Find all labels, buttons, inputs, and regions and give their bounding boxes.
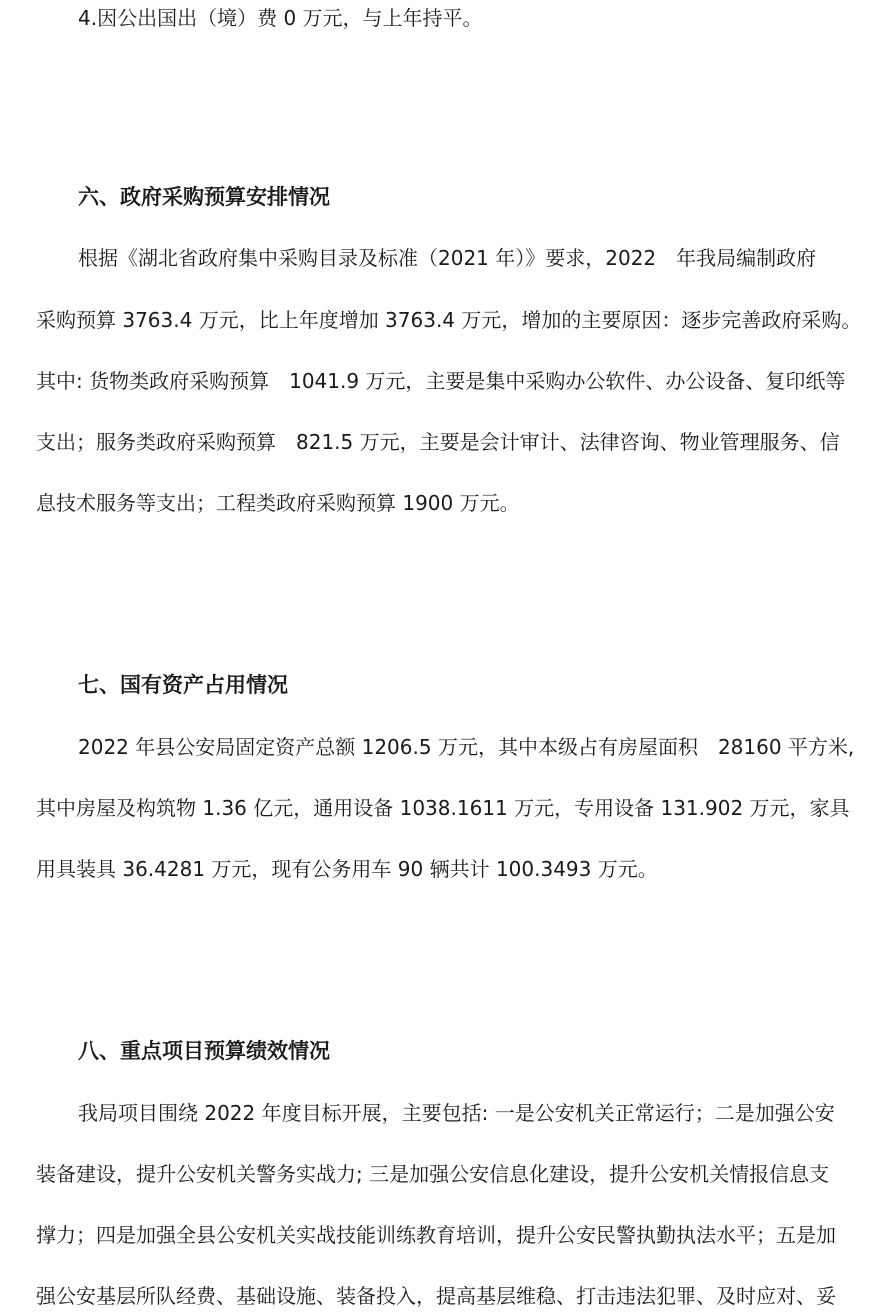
paragraph-line: 撑力；四是加强全县公安机关实战技能训练教育培训，提升公安民警执勤执法水平；五是加 xyxy=(36,1223,836,1247)
paragraph-line: 装备建设，提升公安机关警务实战力; 三是加强公安信息化建设，提升公安机关情报信息支 xyxy=(36,1162,830,1186)
paragraph-line: 根据《湖北省政府集中采购目录及标准（2021 年）》要求，2022 年我局编制政府 xyxy=(78,246,817,270)
paragraph-line: 我局项目围绕 2022 年度目标开展，主要包括: 一是公安机关正常运行；二是加强公安 xyxy=(78,1101,835,1125)
paragraph-line: 2022 年县公安局固定资产总额 1206.5 万元，其中本级占有房屋面积 28160 平方米, xyxy=(78,735,855,759)
paragraph-line: 其中: 货物类政府采购预算 1041.9 万元，主要是集中采购办公软件、办公设备、复印纸等 xyxy=(36,369,846,393)
paragraph-line: 4.因公出国出（境）费 0 万元，与上年持平。 xyxy=(78,6,483,30)
paragraph-line: 支出；服务类政府采购预算 821.5 万元，主要是会计审计、法律咨询、物业管理服务、信 xyxy=(36,430,840,454)
paragraph-line: 强公安基层所队经费、基础设施、装备投入，提高基层维稳、打击违法犯罪、及时应对、妥 xyxy=(36,1284,836,1308)
section-heading-state-assets: 七、国有资产占用情况 xyxy=(78,673,288,697)
section-heading-procurement: 六、政府采购预算安排情况 xyxy=(78,185,330,209)
paragraph-line: 其中房屋及构筑物 1.36 亿元，通用设备 1038.1611 万元，专用设备 131.902 万元，家具 xyxy=(36,796,850,820)
paragraph-line: 采购预算 3763.4 万元，比上年度增加 3763.4 万元，增加的主要原因：逐步完善政府采购。 xyxy=(36,308,862,332)
paragraph-line: 用具装具 36.4281 万元，现有公务用车 90 辆共计 100.3493 万元。 xyxy=(36,857,658,881)
paragraph-line: 息技术服务等支出；工程类政府采购预算 1900 万元。 xyxy=(36,491,520,515)
section-heading-key-projects: 八、重点项目预算绩效情况 xyxy=(78,1039,330,1063)
